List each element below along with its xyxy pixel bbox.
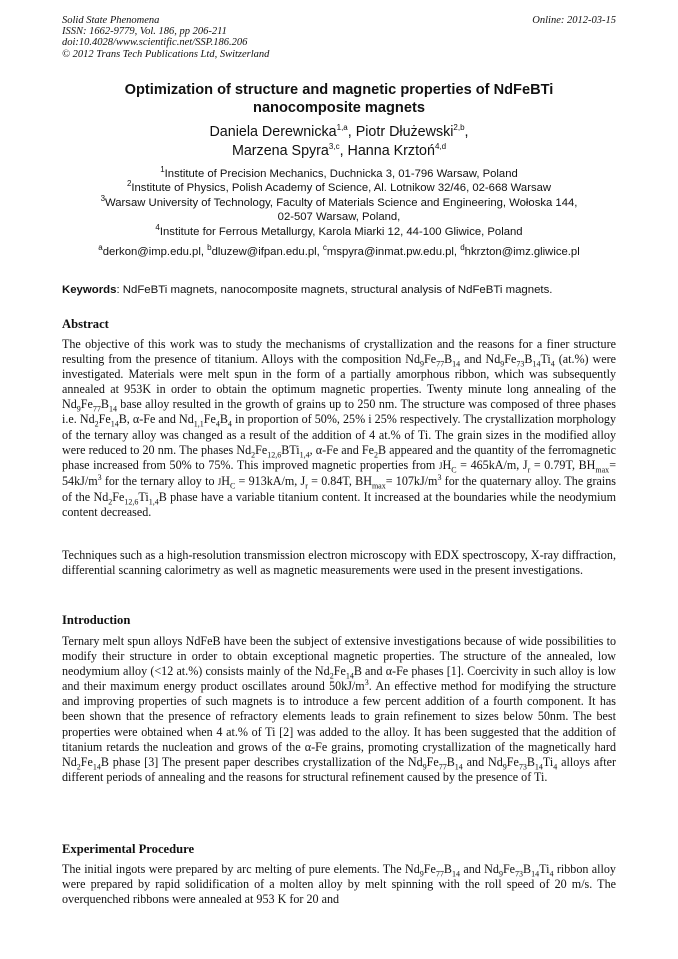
- email-link[interactable]: derkon@imp.edu.pl,: [102, 246, 208, 258]
- affiliation-line: 02-507 Warsaw, Poland,: [277, 211, 401, 224]
- author-affiliation-mark: 1,a: [336, 123, 348, 133]
- keywords-label: Keywords: [62, 284, 117, 296]
- experimental-paragraph: The initial ingots were prepared by arc melting of pure elements. The $Nd_9Fe_{77}B_{14}$ and $Nd_9Fe_{73}B_{14}Ti_4$ ribbon alloy were prepared by rapid solidification of a molten alloy by melt spinning with the roll speed of 20 m/s. The overquenched ribbons were annealed at 953 K for 20 and: [62, 862, 616, 907]
- abstract-paragraph: Techniques such as a high-resolution transmission electron microscopy with EDX spectroscopy, X-ray diffraction, differential scanning calorimetry as well as magnetic measurements were used in the present investigations.: [62, 548, 616, 578]
- author-list: Daniela Derewnicka$^{1,a}$, Piotr Dłużewski$^{2,b}$, Marzena Spyra$^{3,c}$, Hanna Krztoń$^{4,d}$: [209, 123, 469, 159]
- author-affiliation-mark: 4,d: [434, 142, 447, 152]
- paper-title: [62, 81, 616, 117]
- author-name: Marzena Spyra: [231, 143, 329, 159]
- keywords-text: : NdFeBTi magnets, nanocomposite magnets, structural analysis of NdFeBTi magnets.: [116, 284, 553, 296]
- section-heading-abstract: Abstract: [62, 317, 109, 331]
- author-affiliation-mark: 2,b: [453, 123, 465, 133]
- email-link[interactable]: dluzew@ifpan.edu.pl,: [211, 246, 323, 258]
- author-name: Hanna Krztoń: [347, 143, 435, 159]
- author-name: Daniela Derewnicka: [209, 124, 337, 140]
- section-heading-introduction: Introduction: [62, 613, 131, 627]
- journal-doi: doi:10.4028/www.scientific.net/SSP.186.206: [62, 37, 248, 49]
- email-link[interactable]: hkrzton@imz.gliwice.pl: [464, 246, 580, 258]
- affiliation-line: $^3$Warsaw University of Technology, Faculty of Materials Science and Engineering, Wołoska 144,: [100, 194, 578, 209]
- affiliation-line: $^4$Institute for Ferrous Metallurgy, Karola Miarki 12, 44-100 Gliwice, Poland: [155, 222, 523, 238]
- author-name: Piotr Dłużewski: [355, 124, 454, 140]
- affiliation-line: $^1$Institute of Precision Mechanics, Duchnicka 3, 01-796 Warsaw, Poland: [160, 165, 518, 180]
- journal-name: Solid State Phenomena: [62, 15, 160, 26]
- title-line-2: nanocomposite magnets: [253, 100, 425, 116]
- email-list: $^a$derkon@imp.edu.pl, $^b$dluzew@ifpan.edu.pl, $^c$mspyra@inmat.pw.edu.pl, $^d$hkrzton@imz.gliwice.pl: [98, 243, 580, 258]
- affiliations: [62, 167, 616, 239]
- introduction-paragraph: Ternary melt spun alloys NdFeB have been the subject of extensive investigations because of wide possibilities to modify their structure in order to obtain exceptional magnetic properties. The structure of the annealed, low neodymium alloy (<12 at.%) consists mainly of the $Nd_2Fe_{14}B$ and α-Fe phases [1]. Coercivity in such alloy is low and their maximum energy product oscillates around $50kJ/m^3$. An effective method for modifying the structure and improving properties of such magnets is to introduce a few percent addition of a fourth component. It has been shown that the presence of refractory elements leads to grain refinement to sizes below 50nm. The best properties were obtained when 4 at.% of Ti [2] was added to the alloy. It has been suggested that the addition of titanium retards the nucleation and grows of the α-Fe grains, promoting crystallization of the magnetically hard $Nd_2Fe_{14}B$ phase [3] The present paper describes crystallization of the $Nd_9Fe_{77}B_{14}$ and $Nd_9Fe_{73}B_{14}Ti_4$ alloys after different periods of annealing and the reasons for structural refinement caused by the presence of Ti.: [62, 634, 616, 784]
- journal-issn: ISSN: 1662-9779, Vol. 186, pp 206-211: [62, 26, 227, 38]
- abstract-paragraph: The objective of this work was to study the mechanisms of crystallization and the reasons for a finer structure resulting from the presence of titanium. Alloys with the composition $Nd_9Fe_{77}B_{14}$ and $Nd_9Fe_{73}B_{14}Ti_4$ (at.%) were investigated. Materials were melt spun in the form of a partially amorphous ribbon, which was subsequently annealed at 953K in order to obtain the optimum magnetic properties. Twenty minute long annealing of the $Nd_9Fe_{77}B_{14}$ base alloy resulted in the growth of grains up to 250 nm. The structure was composed of three phases i.e. $Nd_2Fe_{14}B$, α-Fe and $Nd_{1,1}Fe_4B_4$ in proportion of 50%, 25% i 25% respectively. The crystallization morphology of the ternary alloy was changed as a result of the addition of 4 at.% of Ti. The grain sizes in the modified alloy were reduced to 20 nm. The phases $Nd_2Fe_{12,6}BTi_{1,4}$, α-Fe and $Fe_2B$ appeared and the quantity of the ferromagnetic phase increased from 50% to 75%. This improved magnetic properties from $JH_C = 465kA/m$, $J_r = 0.79T$, $BH_{max}= 54kJ/m^3$ for the ternary alloy to $JH_C = 913kA/m$, $J_r = 0.84T$, $BH_{max}= 107kJ/m^3$ for the quaternary alloy. The grains of the $Nd_2Fe_{12,6}Ti_{1,4}B$ phase have a variable titanium content. It increased at the boundaries while the neodymium content decreased.: [62, 337, 617, 520]
- email-link[interactable]: mspyra@inmat.pw.edu.pl,: [326, 246, 461, 258]
- journal-copyright: © 2012 Trans Tech Publications Ltd, Switzerland: [62, 48, 270, 60]
- journal-header: [62, 15, 269, 60]
- online-date: Online: 2012-03-15: [532, 15, 616, 26]
- section-heading-experimental: Experimental Procedure: [62, 842, 195, 856]
- affiliation-line: $^2$Institute of Physics, Polish Academy of Science, Al. Lotnikow 32/46, 02-668 Warsaw: [126, 179, 552, 195]
- title-line-1: Optimization of structure and magnetic properties of NdFeBTi: [124, 82, 554, 98]
- keywords: [62, 283, 616, 297]
- author-affiliation-mark: 3,c: [328, 142, 340, 152]
